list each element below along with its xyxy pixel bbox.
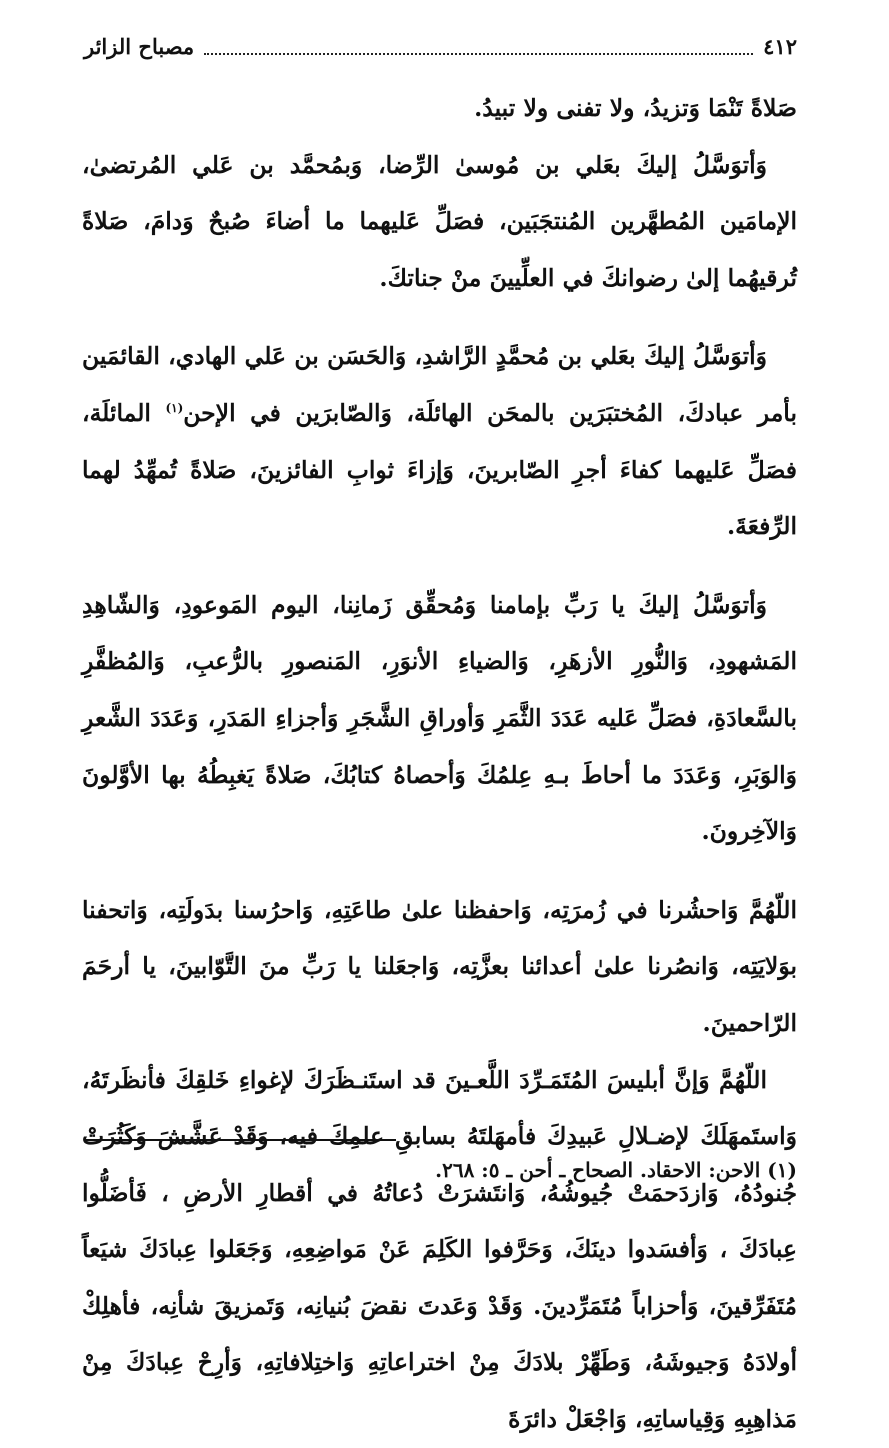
running-title: مصباح الزائر [84, 34, 195, 59]
paragraph-3 [82, 328, 797, 554]
paragraph-5: اللّهُمَّ وَاحشُرنا في زُمرَتِه، وَاحفظنا علىٰ طاعَتِهِ، وَاحرُسنا بدَولَتِه، وَاتحفنا بوَلايَتِه، وَانصُرنا علىٰ أعدائنا بعزَّتِه، وَاجعَلنا يا رَبِّ منَ التَّوّابينَ، يا أرحَمَ الرّاحمينَ. [82, 895, 797, 1037]
paragraph-6: اللّهُمَّ وَإنَّ أبليسَ المُتَمَـرِّدَ اللَّعـينَ قد استَنـظَرَكَ لإغواءِ خَلقِكَ فأنظَرتَهُ، وَاستَمهَلَكَ لإضـلالِ عَبيدِكَ فأمهَلتَهُ بسابقِ علمِكَ فيه، وَقَدْ عَشَّشَ وَكَثُرَتْ جُنودُهُ، وَازدَحمَتْ جُيوشُهُ، وَانتَشرَتْ دُعاتُهُ في أقطارِ الأرضِ ، فَأضَلُّوا عِبادَكَ ، وَأفسَدوا دينَكَ، وَحَرَّفوا الكَلِمَ عَنْ مَواضِعِهِ، وَجَعَلوا عِبادَكَ شيَعاً مُتَفَرِّقينَ، وَأحزاباً مُتَمَرِّدينَ. وَقَدْ وَعَدتَ نقضَ بُنيانِه، وَتَمزيقَ شأنِه، فأهلِكْ أولادَهُ وَجيوشَهُ، وَطَهِّرْ بلادَكَ مِنْ اختراعاتِهِ وَاختِلافاتِهِ، وَأرِحْ عِبادَكَ مِنْ مَذاهِبِهِ وَقِياساتِهِ، وَاجْعَلْ دائرَةَ [82, 1065, 797, 1434]
header-dotted-leader [204, 39, 753, 55]
paragraph-3-part-1: وَأتوَسَّلُ إليكَ بعَلي بن مُحمَّدٍ الرَّاشدِ، وَالحَسَن بن عَلي الهادي، القائمَين بأمر عبادكَ، المُختبَرَين بالمحَن الهائلَة، وَالصّابرَين في الإحن [82, 342, 797, 427]
page-body [82, 80, 797, 1448]
footnote-reference: (١) [165, 401, 184, 416]
paragraph-2: وَأتوَسَّلُ إليكَ بعَلي بن مُوسىٰ الرِّضا، وَبمُحمَّد بن عَلي المُرتضىٰ، الإمامَين المُطهَّرين المُنتجَبَين، فصَلِّ عَليهما ما أضاءَ صُبحٌ وَدامَ، صَلاةً تُرقيهُما إلىٰ رضوانكَ في العلِّيينَ منْ جناتكَ. [82, 150, 797, 292]
paragraph-1: صَلاةً تَنْمَا وَتزيدُ، ولا تفنى ولا تبيدُ. [474, 94, 797, 122]
page-header [84, 34, 797, 59]
footnote-divider [84, 1139, 396, 1141]
paragraph-3-part-2: المائلَة، فصَلِّ عَليهما كفاءَ أجرِ الصّابرينَ، وَإزاءَ ثوابِ الفائزينَ، صَلاةً تُمهِّدُ لهما الرِّفعَةَ. [82, 398, 797, 541]
paragraph-4: وَأتوَسَّلُ إليكَ يا رَبِّ بإمامنا وَمُحقِّق زَمانِنا، اليوم المَوعودِ، وَالشّاهِدِ المَشهودِ، وَالنُّورِ الأزهَرِ، وَالضياءِ الأنوَرِ، المَنصورِ بالرُّعبِ، وَالمُظفَّرِ بالسَّعادَةِ، فصَلِّ عَليه عَدَدَ الثَّمَرِ وَأوراقِ الشَّجَرِ وَأجزاءِ المَدَرِ، وَعَدَدَ الشَّعرِ وَالوَبَرِ، وَعَدَدَ ما أحاطَ بـهِ عِلمُكَ وَأحصاهُ كتابُكَ، صَلاةً يَغبِطُهُ بها الأوَّلونَ وَالآخِرونَ. [82, 590, 797, 846]
page-number: ٤١٢ [763, 34, 797, 59]
footnote-text: (١) الاحن: الاحقاد. الصحاح ـ أحن ـ ٥: ٢٦٨. [435, 1158, 797, 1182]
